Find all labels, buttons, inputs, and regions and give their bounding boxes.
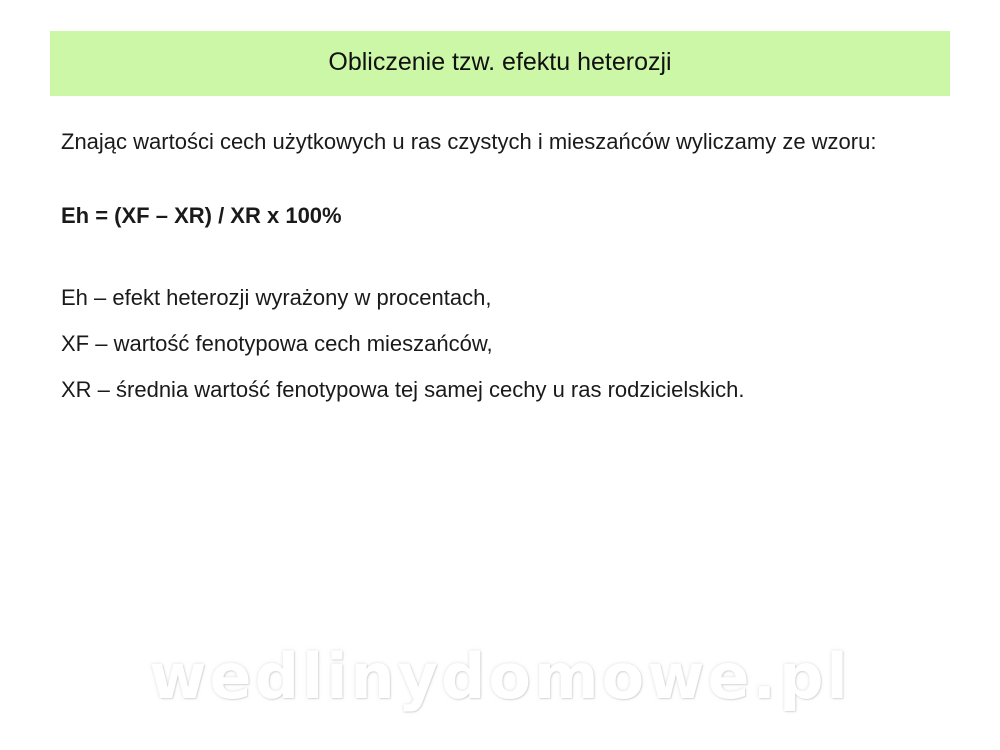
definition-eh: Eh – efekt heterozji wyrażony w procentach,	[61, 285, 492, 310]
slide-content	[61, 127, 941, 421]
definition-xr: XR – średnia wartość fenotypowa tej samej cechy u ras rodzicielskich.	[61, 377, 745, 402]
intro-paragraph: Znając wartości cech użytkowych u ras czystych i mieszańców wyliczamy ze wzoru:	[61, 129, 877, 154]
heterosis-formula: Eh = (XF – XR) / XR x 100%	[61, 203, 342, 228]
definition-xf: XF – wartość fenotypowa cech mieszańców,	[61, 331, 493, 356]
watermark: wedlinydomowe.pl	[149, 640, 851, 713]
slide-title-bar	[50, 31, 950, 96]
slide-title: Obliczenie tzw. efektu heterozji	[328, 48, 672, 76]
definition-list	[61, 283, 941, 405]
